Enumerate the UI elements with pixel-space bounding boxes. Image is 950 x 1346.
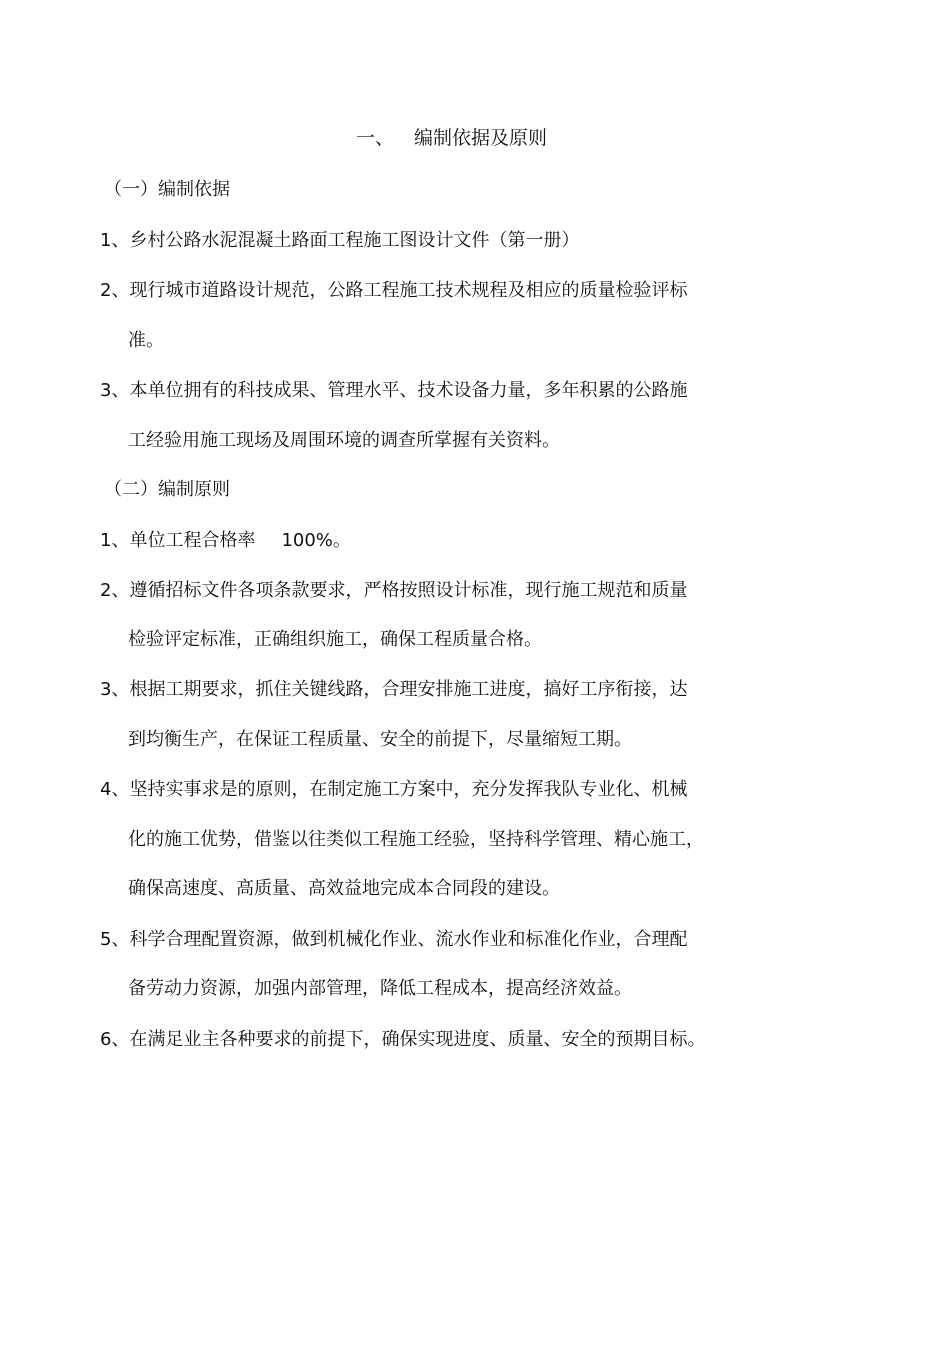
principle-item-6: 6、在满足业主各种要求的前提下，确保实现进度、质量、安全的预期目标。 — [100, 1029, 706, 1050]
title-number: 一、 — [356, 127, 395, 149]
principle-item-5-cont: 备劳动力资源，加强内部管理，降低工程成本，提高经济效益。 — [128, 978, 632, 999]
principle-item-2-cont: 检验评定标准，正确组织施工，确保工程质量合格。 — [128, 629, 542, 650]
principle-item-4: 4、坚持实事求是的原则，在制定施工方案中，充分发挥我队专业化、机械 — [100, 779, 688, 800]
principle-item-1-suffix: 。 — [332, 530, 351, 551]
basis-item-1: 1、乡村公路水泥混凝土路面工程施工图设计文件（第一册） — [100, 230, 580, 251]
principle-item-5: 5、科学合理配置资源，做到机械化作业、流水作业和标准化作业，合理配 — [100, 929, 688, 950]
principle-item-3-cont: 到均衡生产，在保证工程质量、安全的前提下，尽量缩短工期。 — [128, 729, 632, 750]
principle-item-1-prefix: 1、单位工程合格率 — [100, 530, 256, 551]
title-text: 编制依据及原则 — [414, 127, 548, 149]
principle-item-1 — [100, 527, 351, 555]
principle-item-4-cont-1: 化的施工优势，借鉴以往类似工程施工经验，坚持科学管理、精心施工， — [128, 829, 704, 850]
basis-item-3-cont: 工经验用施工现场及周围环境的调查所掌握有关资料。 — [128, 430, 560, 451]
document-title — [356, 124, 547, 152]
principle-item-2: 2、遵循招标文件各项条款要求，严格按照设计标准，现行施工规范和质量 — [100, 580, 688, 601]
basis-item-2-cont: 准。 — [128, 330, 164, 351]
basis-item-2: 2、现行城市道路设计规范，公路工程施工技术规程及相应的质量检验评标 — [100, 280, 688, 301]
principle-item-3: 3、根据工期要求，抓住关键线路，合理安排施工进度，搞好工序衔接，达 — [100, 679, 688, 700]
section-heading-principles: （二）编制原则 — [104, 479, 230, 500]
section-heading-basis: （一）编制依据 — [104, 179, 230, 200]
principle-item-1-value: 100% — [281, 530, 333, 551]
basis-item-3: 3、本单位拥有的科技成果、管理水平、技术设备力量，多年积累的公路施 — [100, 380, 688, 401]
principle-item-4-cont-2: 确保高速度、高质量、高效益地完成本合同段的建设。 — [128, 878, 560, 899]
